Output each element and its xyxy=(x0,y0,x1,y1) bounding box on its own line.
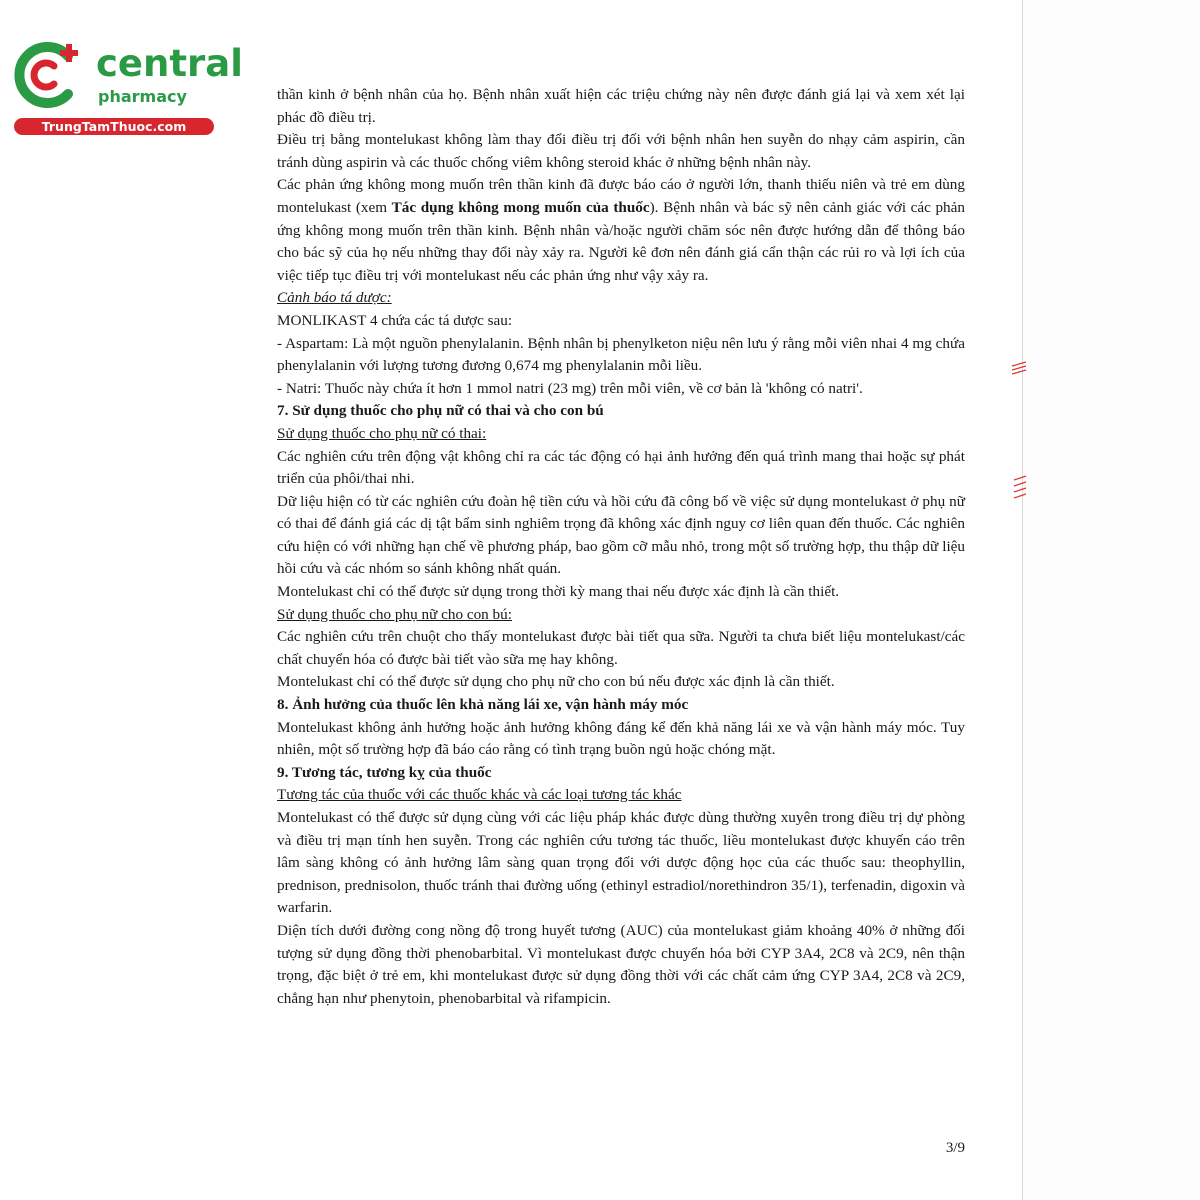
paragraph: thần kinh ở bệnh nhân của họ. Bệnh nhân xuất hiện các triệu chứng này nên được đánh giá lại và xem xét lại phác đồ điều trị. xyxy=(277,86,965,126)
paragraph: Montelukast có thể được sử dụng cùng với các liệu pháp khác được dùng thường xuyên trong điều trị dự phòng và điều trị mạn tính hen suyễn. Trong các nghiên cứu tương tác thuốc, liều montelukast được khuyến cáo trên lâm sàng không có ảnh hưởng lâm sàng quan trọng đối với dược động học của các thuốc sau: theophyllin, prednison, prednisolon, thuốc tránh thai đường uống (ethinyl estradiol/norethindron 35/1), terfenadin, digoxin và warfarin. xyxy=(277,809,965,917)
paragraph: MONLIKAST 4 chứa các tá dược sau: xyxy=(277,311,513,329)
paragraph xyxy=(277,174,965,287)
paragraph: Montelukast chỉ có thể được sử dụng trong thời kỳ mang thai nếu được xác định là cần thiết. xyxy=(277,583,840,601)
paragraph: Dữ liệu hiện có từ các nghiên cứu đoàn hệ tiền cứu và hồi cứu đã công bố về việc sử dụng montelukast ở phụ nữ có thai để đánh giá các dị tật bẩm sinh nghiêm trọng đã không xác định nguy cơ liên quan đến thuốc. Các nghiên cứu hiện có với những hạn chế về phương pháp, bao gồm cỡ mẫu nhỏ, trong một số trường hợp, thu thập dữ liệu hồi cứu và các nhóm so sánh không nhất quán. xyxy=(277,492,965,578)
page-number: 3/9 xyxy=(945,1140,965,1156)
central-pharmacy-logo xyxy=(10,36,243,136)
page-edge xyxy=(1022,0,1023,1200)
paragraph: Các nghiên cứu trên chuột cho thấy montelukast được bài tiết qua sữa. Người ta chưa biết liệu montelukast/các chất chuyển hóa có được bài tiết vào sữa mẹ hay không. xyxy=(277,628,965,668)
stamp-fragment xyxy=(1004,360,1034,520)
paragraph: Montelukast không ảnh hưởng hoặc ảnh hưởng không đáng kể đến khả năng lái xe và vận hành máy móc. Tuy nhiên, một số trường hợp đã báo cáo rằng có tình trạng buồn ngủ hoặc chóng mặt. xyxy=(277,718,965,759)
logo-url-badge: TrungTamThuoc.com xyxy=(14,118,214,135)
logo-wordmark: central xyxy=(96,42,243,85)
list-item: - Natri: Thuốc này chứa ít hơn 1 mmol natri (23 mg) trên mỗi viên, về cơ bản là 'không có natri'. xyxy=(277,379,863,397)
stamp-marks-icon xyxy=(1004,360,1034,520)
subsection-title: Sử dụng thuốc cho phụ nữ có thai: xyxy=(277,424,487,442)
page-margin-shade xyxy=(1023,0,1200,1200)
paragraph: Điều trị bằng montelukast không làm thay đổi điều trị đối với bệnh nhân hen suyễn do nhạy cảm aspirin, cần tránh dùng aspirin và các thuốc chống viêm không steroid khác ở những bệnh nhân này. xyxy=(277,131,965,171)
list-item: - Aspartam: Là một nguồn phenylalanin. Bệnh nhân bị phenylketon niệu nên lưu ý rằng mỗi viên nhai 4 mg chứa phenylalanin với lượng tương đương 0,674 mg phenylalanin mỗi liều. xyxy=(277,334,965,375)
section-heading: 9. Tương tác, tương kỵ của thuốc xyxy=(277,763,492,781)
cross-reference: Tác dụng không mong muốn của thuốc xyxy=(391,198,650,216)
section-heading: 8. Ảnh hưởng của thuốc lên khả năng lái xe, vận hành máy móc xyxy=(277,696,689,714)
logo-subtitle: pharmacy xyxy=(98,87,187,106)
document-body xyxy=(277,84,965,1010)
paragraph: Montelukast chỉ có thể được sử dụng cho phụ nữ cho con bú nếu được xác định là cần thiết. xyxy=(277,673,835,691)
section-heading: 7. Sử dụng thuốc cho phụ nữ có thai và cho con bú xyxy=(277,402,604,420)
paragraph-text: ). Bệnh nhân và bác sỹ nên cảnh giác với các phản ứng không mong muốn trên thần kinh. Bệnh nhân và/hoặc người chăm sóc nên được hướng dẫn để thông báo cho bác sỹ của họ nếu những thay đổi này xảy ra. Người kê đơn nên đánh giá cẩn thận các rủi ro và lợi ích của việc tiếp tục điều trị với montelukast nếu các phản ứng như vậy xảy ra. xyxy=(277,198,965,284)
paragraph-text: Các phản ứng không mong muốn trên thần kinh đã được báo cáo ở người lớn, thanh thiếu niên và trẻ em dùng montelukast (xem xyxy=(277,176,965,216)
subsection-title: Tương tác của thuốc với các thuốc khác và các loại tương tác khác xyxy=(277,786,682,804)
paragraph: Diện tích dưới đường cong nồng độ trong huyết tương (AUC) của montelukast giảm khoảng 40% ở những đối tượng sử dụng đồng thời phenobarbital. Vì montelukast được chuyển hóa bởi CYP 3A4, 2C8 và 2C9, nên thận trọng, đặc biệt ở trẻ em, khi montelukast được sử dụng đồng thời với các chất cảm ứng CYP 3A4, 2C8 và 2C9, chẳng hạn như phenytoin, phenobarbital và rifampicin. xyxy=(277,921,965,1007)
subsection-title: Sử dụng thuốc cho phụ nữ cho con bú: xyxy=(277,605,512,623)
paragraph: Các nghiên cứu trên động vật không chỉ ra các tác động có hại ảnh hưởng đến quá trình mang thai hoặc sự phát triển của phôi/thai nhi. xyxy=(277,447,965,488)
subsection-title: Cảnh báo tá dược: xyxy=(277,289,392,307)
central-pharmacy-logo-icon xyxy=(10,36,88,114)
